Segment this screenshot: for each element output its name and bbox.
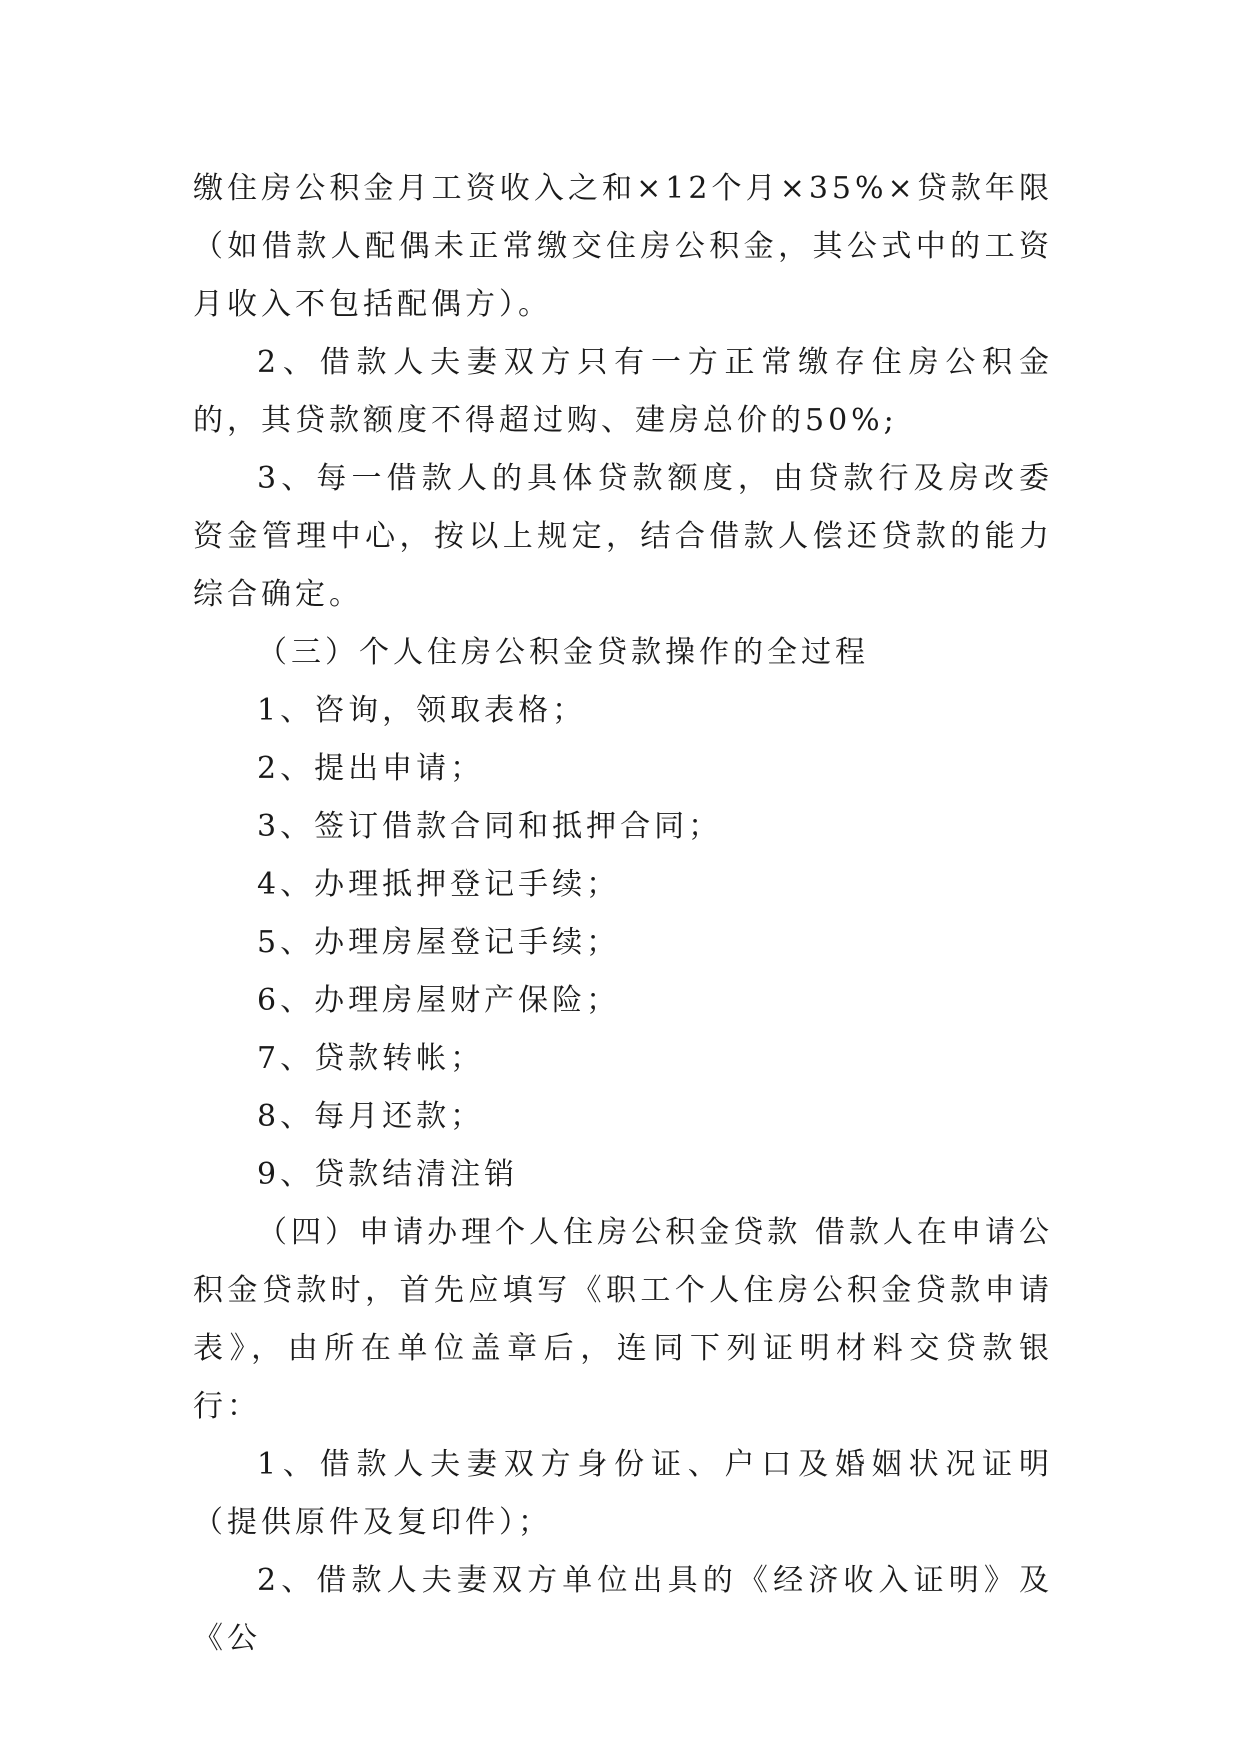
list-item: 6、办理房屋财产保险； [257,983,621,1018]
document-body [193,160,1053,1668]
list-item: 7、贷款转帐； [257,1041,485,1076]
section-heading-3: （三）个人住房公积金贷款操作的全过程 [257,635,869,670]
list-item: 9、贷款结清注销 [257,1157,519,1192]
list-item: 2、提出申请； [257,751,485,786]
paragraph-formula-continuation: 缴住房公积金月工资收入之和×12个月×35%×贷款年限（如借款人配偶未正常缴交住房公积金，其公式中的工资月收入不包括配偶方）。 [193,171,1053,322]
list-item: 2、借款人夫妻双方单位出具的《经济收入证明》及《公 [193,1563,1053,1656]
list-item: 8、每月还款； [257,1099,485,1134]
list-item: 1、借款人夫妻双方身份证、户口及婚姻状况证明（提供原件及复印件）； [193,1447,1053,1540]
list-item: 1、咨询，领取表格； [257,693,587,728]
section-heading-4: （四）申请办理个人住房公积金贷款 借款人在申请公积金贷款时，首先应填写《职工个人住房公积金贷款申请表》，由所在单位盖章后，连同下列证明材料交贷款银行： [193,1215,1053,1424]
paragraph-item-3-loan-amount: 3、每一借款人的具体贷款额度，由贷款行及房改委资金管理中心，按以上规定，结合借款人偿还贷款的能力综合确定。 [193,461,1053,612]
paragraph-item-2-loan-limit: 2、借款人夫妻双方只有一方正常缴存住房公积金的，其贷款额度不得超过购、建房总价的50%; [193,345,1053,438]
list-item: 4、办理抵押登记手续； [257,867,621,902]
list-item: 5、办理房屋登记手续； [257,925,621,960]
list-item: 3、签订借款合同和抵押合同； [257,809,723,844]
